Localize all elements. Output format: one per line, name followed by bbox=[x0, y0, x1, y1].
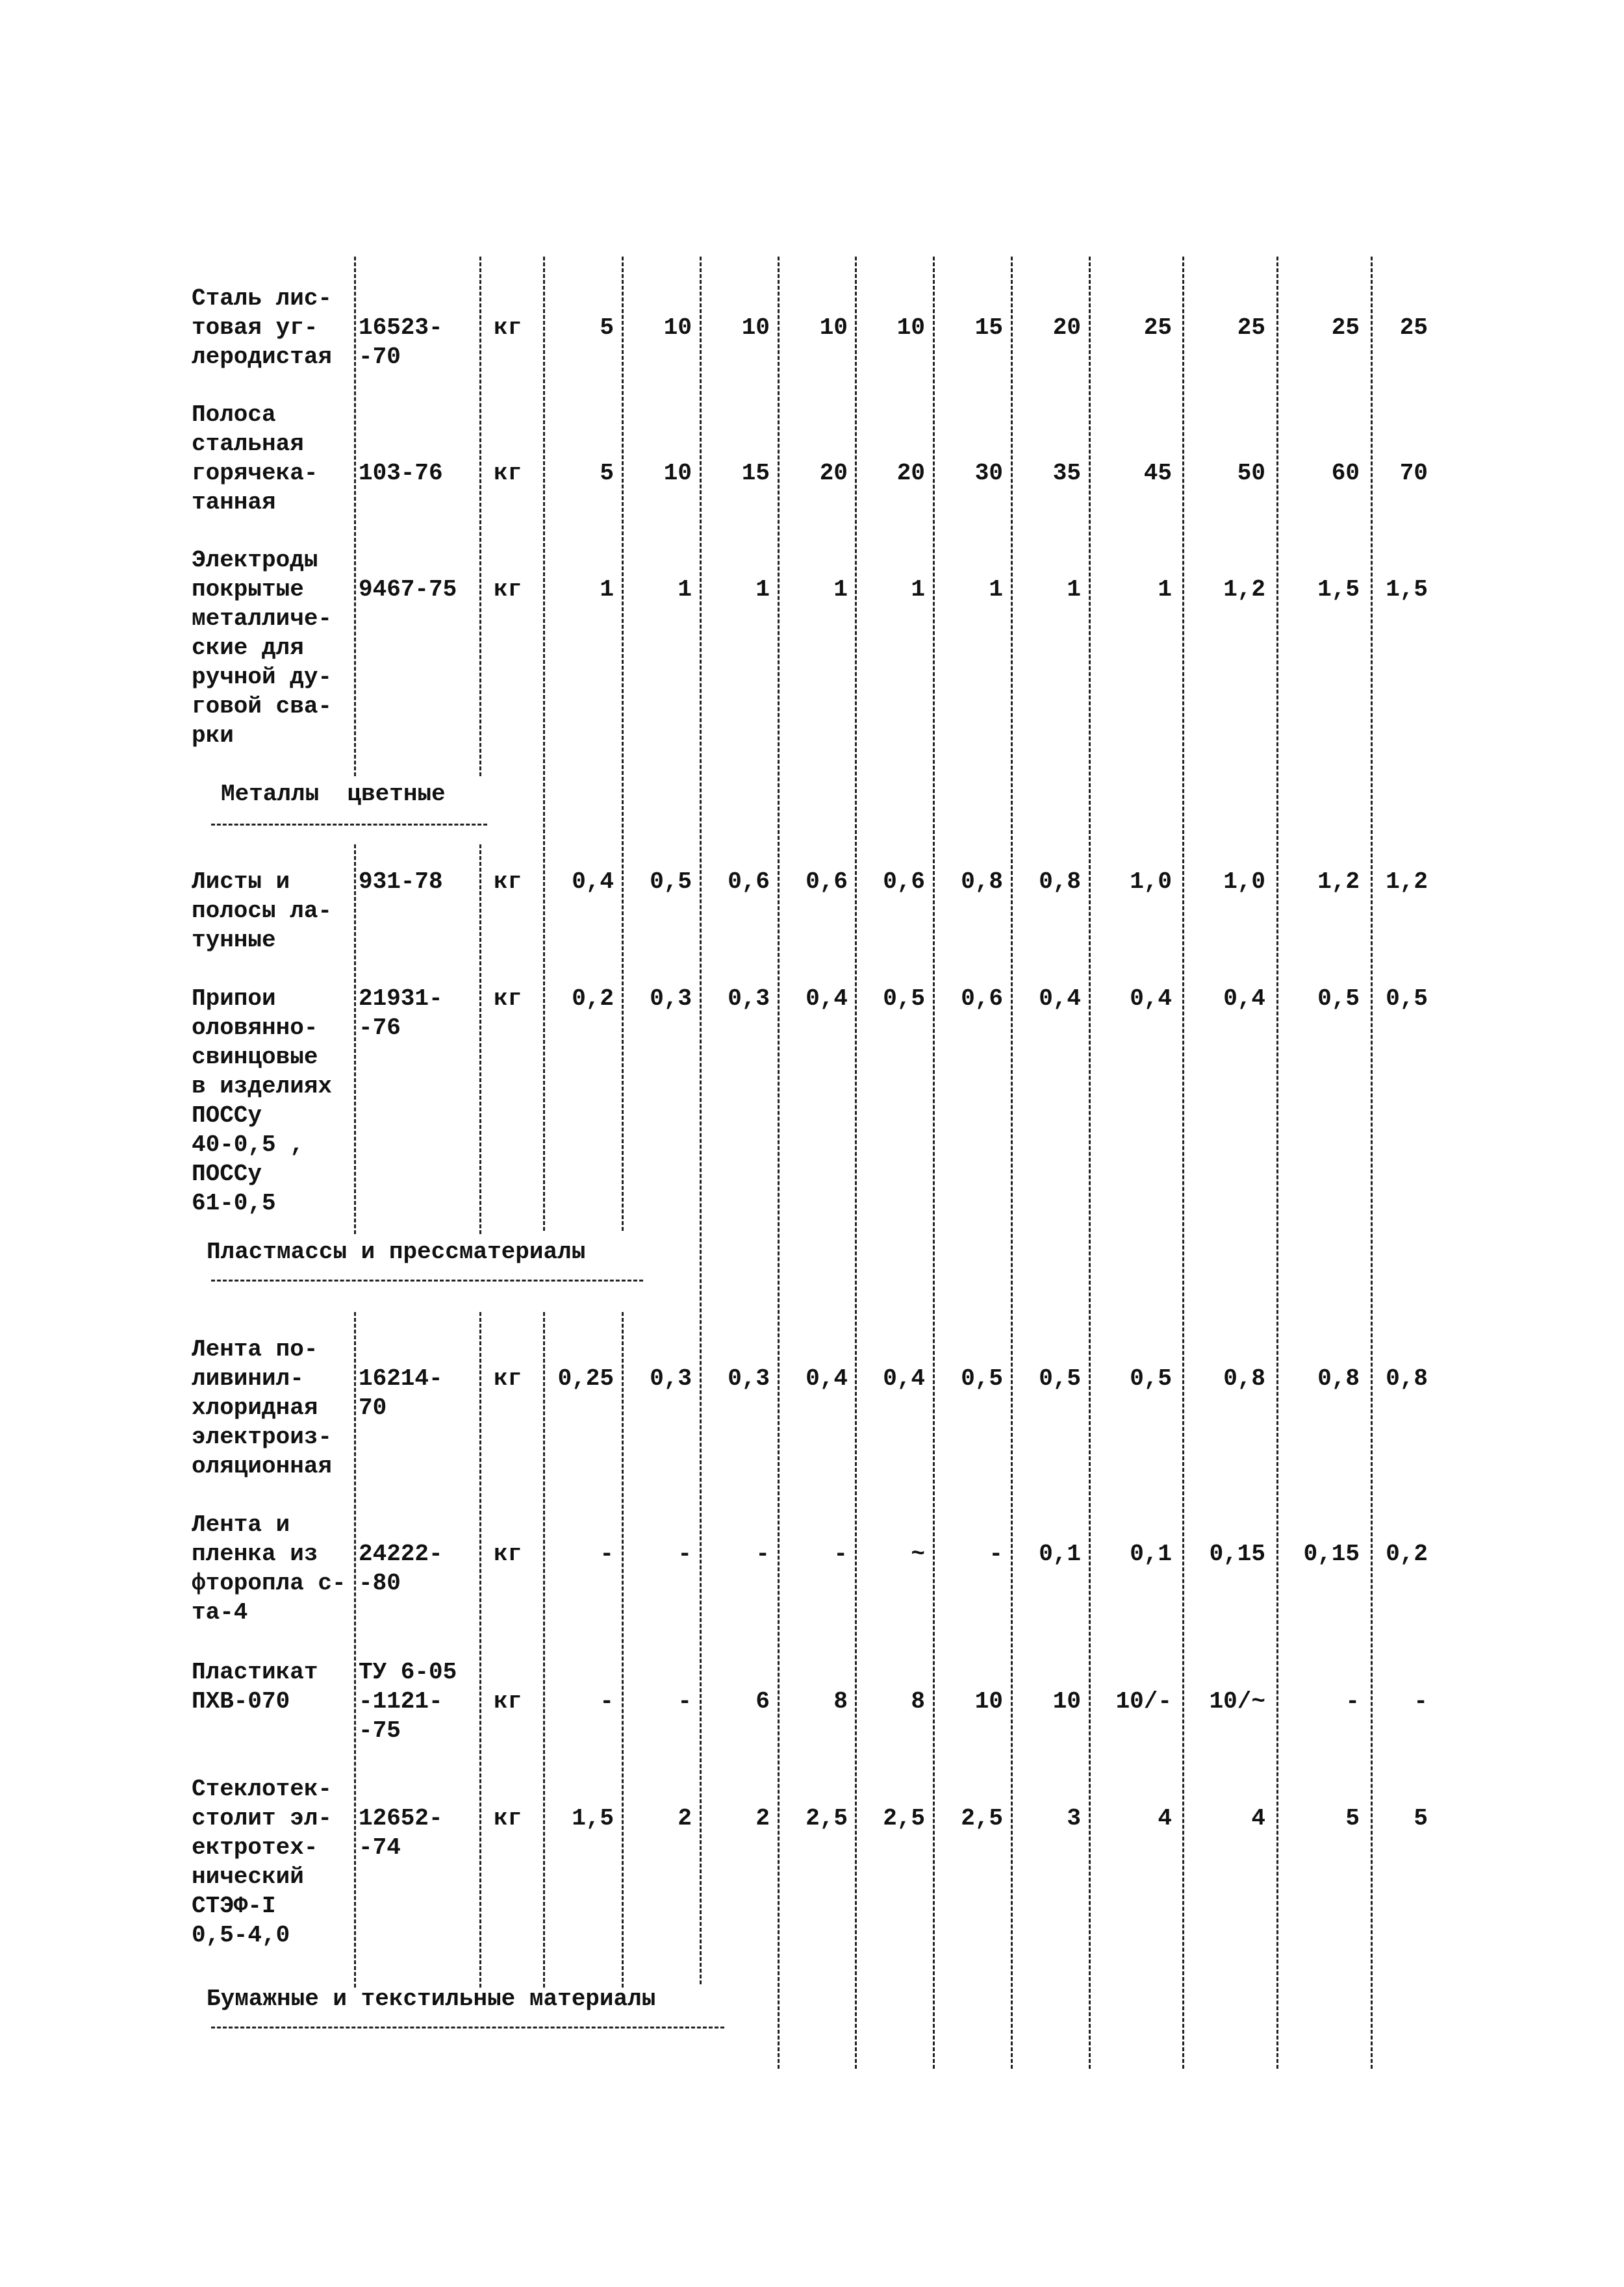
value-cell: 10 bbox=[974, 1688, 1003, 1715]
material-name: Припои оловянно- свинцовые в изделиях ПОССу 40-0,5 , ПОССу 61-0,5 bbox=[192, 985, 333, 1217]
value-cell: - bbox=[755, 1541, 770, 1567]
value-cell: 25 bbox=[1331, 314, 1360, 341]
value-cell: 0,5 bbox=[883, 985, 925, 1012]
value-cell: 1,0 bbox=[1223, 868, 1265, 895]
value-cell: 1,5 bbox=[1386, 576, 1428, 603]
gost-number: 103-76 bbox=[359, 460, 443, 486]
value-cell: 0,6 bbox=[961, 985, 1003, 1012]
value-cell: 70 bbox=[1399, 460, 1428, 486]
value-cell: 0,5 bbox=[1130, 1365, 1172, 1392]
value-cell: 50 bbox=[1237, 460, 1265, 486]
value-cell: 0,3 bbox=[728, 1365, 770, 1392]
value-cell: 2 bbox=[678, 1805, 692, 1832]
value-cell: 2 bbox=[755, 1805, 770, 1832]
value-cell: 10 bbox=[663, 460, 692, 486]
value-cell: ~ bbox=[911, 1541, 925, 1567]
value-cell: 1 bbox=[1158, 576, 1172, 603]
value-cell: 1 bbox=[989, 576, 1003, 603]
value-cell: 0,3 bbox=[650, 985, 692, 1012]
unit: кг bbox=[494, 314, 522, 341]
value-cell: 0,4 bbox=[1039, 985, 1081, 1012]
unit: кг bbox=[494, 1365, 522, 1392]
column-separator-8 bbox=[1182, 257, 1184, 2069]
value-cell: 10 bbox=[1052, 1688, 1081, 1715]
value-cell: 8 bbox=[833, 1688, 848, 1715]
value-cell: 0,2 bbox=[572, 985, 614, 1012]
value-cell: 5 bbox=[600, 314, 614, 341]
value-cell: 0,4 bbox=[806, 985, 848, 1012]
value-cell: 1,2 bbox=[1386, 868, 1428, 895]
gost-number: 21931- -76 bbox=[359, 985, 443, 1041]
value-cell: - bbox=[600, 1541, 614, 1567]
value-cell: 0,1 bbox=[1130, 1541, 1172, 1567]
column-separator-5 bbox=[933, 257, 935, 2069]
value-cell: - bbox=[1345, 1688, 1360, 1715]
value-cell: 8 bbox=[911, 1688, 925, 1715]
value-cell: 1 bbox=[600, 576, 614, 603]
section-underline bbox=[211, 2027, 724, 2028]
value-cell: 15 bbox=[974, 314, 1003, 341]
value-cell: 4 bbox=[1158, 1805, 1172, 1832]
value-cell: 25 bbox=[1143, 314, 1172, 341]
value-cell: 5 bbox=[1345, 1805, 1360, 1832]
gost-number: 12652- -74 bbox=[359, 1805, 443, 1861]
value-cell: 0,8 bbox=[961, 868, 1003, 895]
column-separator-2 bbox=[700, 257, 702, 1984]
section-heading-paper: Бумажные и текстильные материалы bbox=[207, 1986, 656, 2012]
value-cell: 0,3 bbox=[650, 1365, 692, 1392]
value-cell: 0,5 bbox=[1386, 985, 1428, 1012]
column-separator-name bbox=[354, 257, 356, 776]
column-separator-unit bbox=[543, 1312, 545, 1988]
material-name: Электроды покрытые металличе- ские для ручной ду- говой сва- рки bbox=[192, 547, 333, 749]
value-cell: 0,25 bbox=[557, 1365, 614, 1392]
value-cell: 0,5 bbox=[961, 1365, 1003, 1392]
value-cell: 0,5 bbox=[650, 868, 692, 895]
value-cell: 20 bbox=[1052, 314, 1081, 341]
value-cell: 1 bbox=[1067, 576, 1081, 603]
unit: кг bbox=[494, 1805, 522, 1832]
value-cell: - bbox=[600, 1688, 614, 1715]
value-cell: 1,5 bbox=[572, 1805, 614, 1832]
value-cell: 10/- bbox=[1115, 1688, 1172, 1715]
gost-number: 16214- 70 bbox=[359, 1365, 443, 1421]
value-cell: 0,2 bbox=[1386, 1541, 1428, 1567]
value-cell: 1 bbox=[678, 576, 692, 603]
material-name: Лента по- ливинил- хлоридная электроиз- оляционная bbox=[192, 1336, 333, 1480]
gost-number: ТУ 6-05 -1121- -75 bbox=[359, 1659, 457, 1744]
section-heading-metals: Металлы цветные bbox=[221, 781, 446, 807]
value-cell: 10 bbox=[819, 314, 848, 341]
value-cell: 0,4 bbox=[1130, 985, 1172, 1012]
value-cell: 20 bbox=[896, 460, 925, 486]
value-cell: 0,5 bbox=[1039, 1365, 1081, 1392]
material-name: Лента и пленка из фторопла с- та-4 bbox=[192, 1511, 346, 1626]
material-name: Сталь лис- товая уг- леродистая bbox=[192, 285, 333, 370]
value-cell: 0,15 bbox=[1303, 1541, 1360, 1567]
value-cell: 0,5 bbox=[1317, 985, 1360, 1012]
value-cell: 2,5 bbox=[806, 1805, 848, 1832]
value-cell: - bbox=[1414, 1688, 1428, 1715]
unit: кг bbox=[494, 868, 522, 895]
material-name: Пластикат ПХВ-070 bbox=[192, 1659, 318, 1715]
value-cell: 4 bbox=[1251, 1805, 1265, 1832]
value-cell: - bbox=[678, 1688, 692, 1715]
value-cell: 5 bbox=[1414, 1805, 1428, 1832]
value-cell: 0,4 bbox=[1223, 985, 1265, 1012]
column-separator-name bbox=[354, 1312, 356, 1988]
value-cell: 20 bbox=[819, 460, 848, 486]
value-cell: - bbox=[833, 1541, 848, 1567]
value-cell: 5 bbox=[600, 460, 614, 486]
value-cell: 0,15 bbox=[1209, 1541, 1265, 1567]
value-cell: 0,8 bbox=[1317, 1365, 1360, 1392]
value-cell: - bbox=[989, 1541, 1003, 1567]
value-cell: 0,6 bbox=[806, 868, 848, 895]
value-cell: 0,8 bbox=[1223, 1365, 1265, 1392]
value-cell: 0,1 bbox=[1039, 1541, 1081, 1567]
value-cell: 15 bbox=[741, 460, 770, 486]
unit: кг bbox=[494, 985, 522, 1012]
column-separator-1 bbox=[622, 257, 624, 1231]
value-cell: 1,0 bbox=[1130, 868, 1172, 895]
gost-number: 24222- -80 bbox=[359, 1541, 443, 1597]
value-cell: 10/~ bbox=[1209, 1688, 1265, 1715]
value-cell: 1,2 bbox=[1317, 868, 1360, 895]
column-separator-9 bbox=[1276, 257, 1278, 2069]
value-cell: 0,4 bbox=[883, 1365, 925, 1392]
value-cell: 1 bbox=[833, 576, 848, 603]
unit: кг bbox=[494, 1541, 522, 1567]
value-cell: 10 bbox=[741, 314, 770, 341]
value-cell: 0,6 bbox=[728, 868, 770, 895]
value-cell: 45 bbox=[1143, 460, 1172, 486]
value-cell: 3 bbox=[1067, 1805, 1081, 1832]
column-separator-4 bbox=[855, 257, 857, 2069]
column-separator-10 bbox=[1371, 257, 1373, 2069]
value-cell: 0,8 bbox=[1039, 868, 1081, 895]
material-name: Стеклотек- столит эл- ектротех- нический СТЭФ-I 0,5-4,0 bbox=[192, 1776, 333, 1949]
value-cell: 1 bbox=[755, 576, 770, 603]
value-cell: 1,5 bbox=[1317, 576, 1360, 603]
column-separator-name bbox=[354, 844, 356, 1234]
value-cell: 60 bbox=[1331, 460, 1360, 486]
gost-number: 931-78 bbox=[359, 868, 443, 895]
unit: кг bbox=[494, 1688, 522, 1715]
value-cell: 0,3 bbox=[728, 985, 770, 1012]
value-cell: 35 bbox=[1052, 460, 1081, 486]
unit: кг bbox=[494, 576, 522, 603]
value-cell: 1,2 bbox=[1223, 576, 1265, 603]
column-separator-3 bbox=[778, 257, 780, 2069]
value-cell: 2,5 bbox=[883, 1805, 925, 1832]
section-underline bbox=[211, 824, 487, 826]
value-cell: - bbox=[678, 1541, 692, 1567]
value-cell: 0,8 bbox=[1386, 1365, 1428, 1392]
gost-number: 16523- -70 bbox=[359, 314, 443, 370]
value-cell: 6 bbox=[755, 1688, 770, 1715]
column-separator-7 bbox=[1089, 257, 1091, 2069]
value-cell: 0,4 bbox=[806, 1365, 848, 1392]
value-cell: 10 bbox=[663, 314, 692, 341]
material-name: Полоса стальная горячека- танная bbox=[192, 401, 318, 516]
value-cell: 1 bbox=[911, 576, 925, 603]
material-name: Листы и полосы ла- тунные bbox=[192, 868, 333, 954]
section-heading-plastics: Пластмассы и прессматериалы bbox=[207, 1239, 586, 1265]
section-underline bbox=[211, 1280, 643, 1282]
column-separator-6 bbox=[1011, 257, 1013, 2069]
value-cell: 10 bbox=[896, 314, 925, 341]
value-cell: 25 bbox=[1399, 314, 1428, 341]
column-separator-1 bbox=[622, 1312, 624, 1988]
value-cell: 25 bbox=[1237, 314, 1265, 341]
value-cell: 0,6 bbox=[883, 868, 925, 895]
gost-number: 9467-75 bbox=[359, 576, 457, 603]
value-cell: 30 bbox=[974, 460, 1003, 486]
value-cell: 0,4 bbox=[572, 868, 614, 895]
unit: кг bbox=[494, 460, 522, 486]
value-cell: 2,5 bbox=[961, 1805, 1003, 1832]
